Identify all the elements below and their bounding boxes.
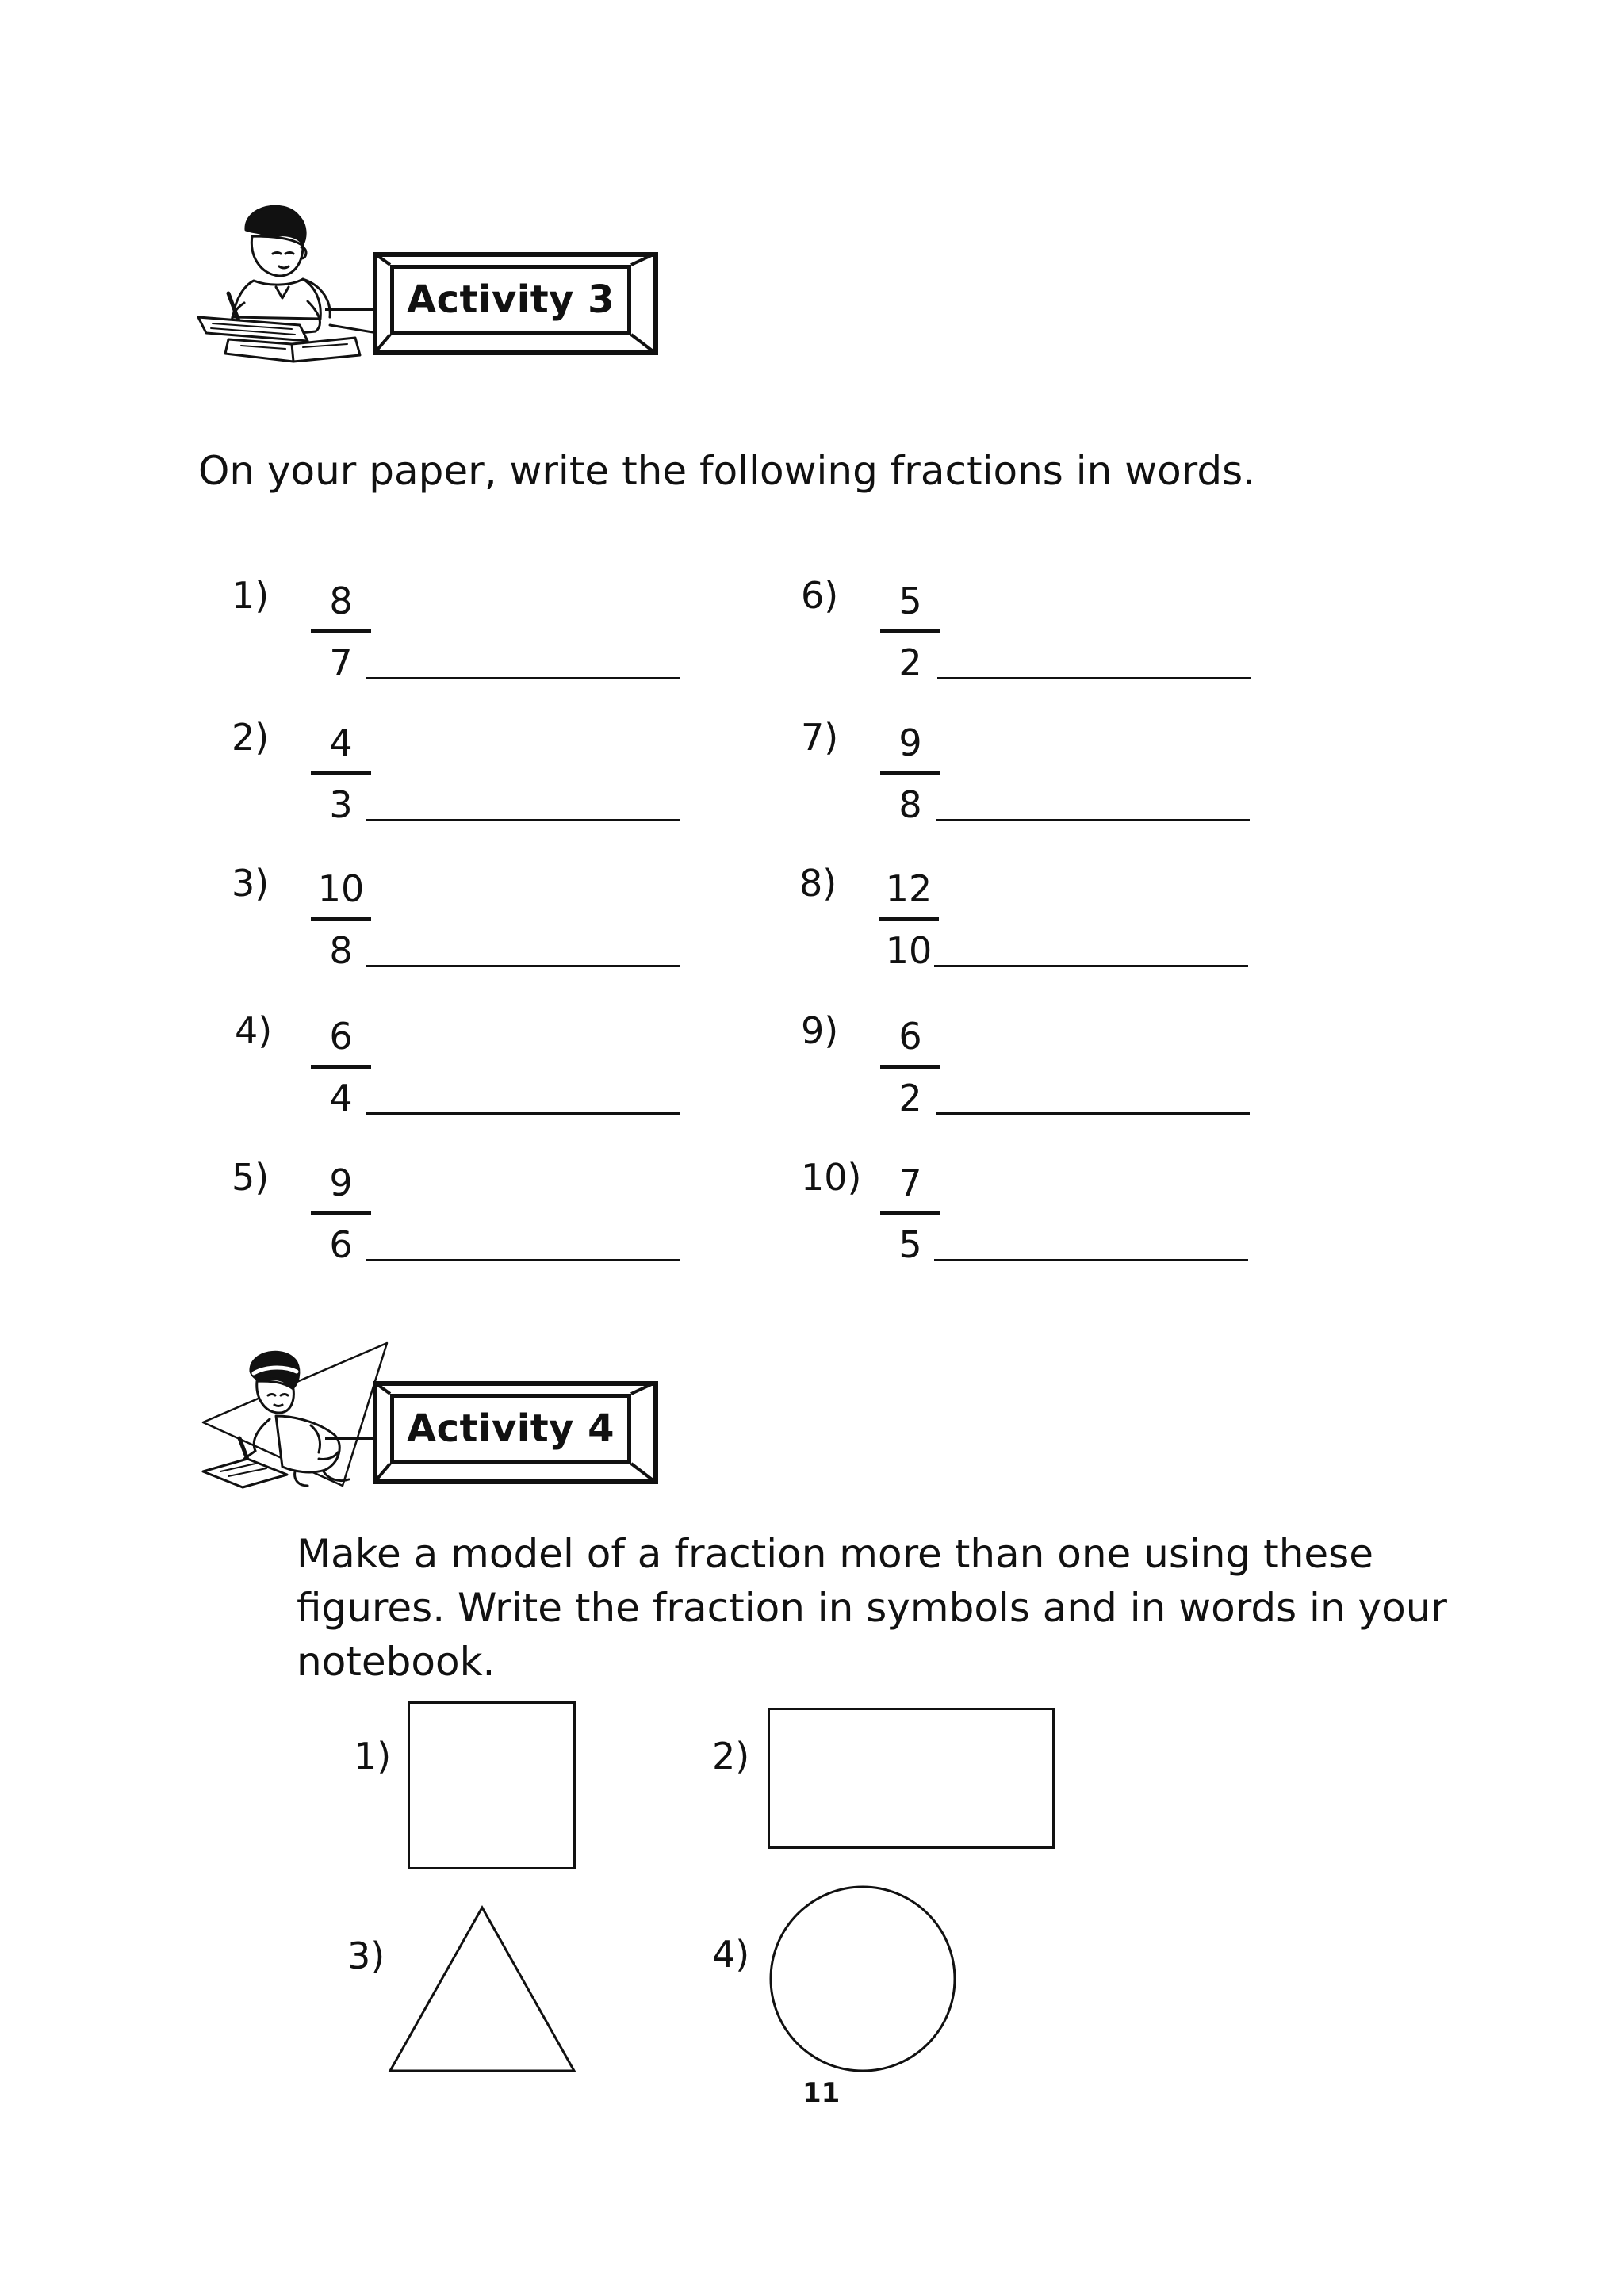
item-number: 2): [232, 716, 270, 759]
denominator: 6: [329, 1223, 353, 1266]
fraction-item-10: [801, 1156, 1277, 1275]
denominator: 4: [329, 1077, 353, 1119]
numerator: 6: [898, 1015, 922, 1058]
answer-blank-line: [366, 677, 680, 679]
fraction-bar: [311, 771, 371, 775]
square-figure: [408, 1701, 576, 1869]
denominator: 7: [329, 641, 353, 684]
activity-4-badge: [373, 1381, 666, 1490]
answer-blank-line: [937, 677, 1251, 679]
shape-label-4: 4): [712, 1933, 750, 1976]
item-number: 6): [801, 574, 839, 617]
fraction-item-3: [232, 862, 707, 981]
item-number: 9): [801, 1009, 839, 1052]
page-number: 11: [802, 2077, 841, 2109]
denominator: 2: [898, 641, 922, 684]
answer-blank-line: [366, 1259, 680, 1261]
activity-4-instruction: [297, 1527, 1447, 1689]
numerator: 4: [329, 721, 353, 764]
fraction: [879, 865, 939, 974]
fraction-bar: [311, 1065, 371, 1069]
badge-leader-line: [325, 308, 374, 311]
boy-writing-illustration: [197, 198, 387, 365]
fraction: [880, 1159, 940, 1268]
badge-inner-frame: [390, 1394, 631, 1464]
answer-blank-line: [934, 965, 1248, 967]
fraction-bar: [880, 629, 940, 633]
fraction: [311, 577, 371, 686]
fraction-item-6: [801, 574, 1277, 693]
fraction-bar: [311, 1211, 371, 1215]
instruction-line-2: figures. Write the fraction in symbols and in words in your: [297, 1585, 1447, 1631]
fraction-item-7: [801, 716, 1277, 835]
shape-label-1: 1): [354, 1735, 392, 1777]
item-number: 10): [801, 1156, 862, 1199]
fraction: [311, 1012, 371, 1121]
numerator: 9: [329, 1161, 353, 1204]
denominator: 10: [885, 929, 933, 972]
shape-label-2: 2): [712, 1735, 750, 1777]
fraction-bar: [880, 771, 940, 775]
fraction: [880, 1012, 940, 1121]
fraction: [311, 1159, 371, 1268]
instruction-line-3: notebook.: [297, 1639, 496, 1685]
fraction: [880, 577, 940, 686]
answer-blank-line: [366, 819, 680, 821]
answer-blank-line: [936, 1112, 1250, 1115]
fraction-bar: [880, 1211, 940, 1215]
activity-3-badge: [373, 252, 666, 362]
fraction-bar: [879, 917, 939, 921]
answer-blank-line: [366, 1112, 680, 1115]
denominator: 5: [898, 1223, 922, 1266]
answer-blank-line: [934, 1259, 1248, 1261]
answer-blank-line: [366, 965, 680, 967]
activity-3-instruction: On your paper, write the following fractions in words.: [198, 448, 1256, 494]
fraction-item-5: [232, 1156, 707, 1275]
answer-blank-line: [936, 819, 1250, 821]
numerator: 8: [329, 580, 353, 622]
activity-4-title: Activity 4: [406, 1406, 615, 1451]
numerator: 12: [885, 867, 933, 910]
denominator: 3: [329, 783, 353, 826]
item-number: 3): [232, 862, 270, 905]
fraction: [880, 719, 940, 828]
numerator: 5: [898, 580, 922, 622]
denominator: 8: [898, 783, 922, 826]
fraction: [311, 865, 371, 974]
fraction-item-4: [235, 1009, 710, 1128]
item-number: 1): [232, 574, 270, 617]
item-number: 4): [235, 1009, 273, 1052]
activity-3-title: Activity 3: [406, 277, 615, 322]
fraction-item-8: [799, 862, 1275, 981]
denominator: 2: [898, 1077, 922, 1119]
fraction-bar: [311, 917, 371, 921]
numerator: 9: [898, 721, 922, 764]
circle-figure: [768, 1884, 958, 2074]
numerator: 10: [317, 867, 365, 910]
girl-drawing-illustration: [200, 1340, 390, 1490]
numerator: 7: [898, 1161, 922, 1204]
item-number: 7): [801, 716, 839, 759]
shape-label-3: 3): [347, 1934, 385, 1977]
fraction-bar: [880, 1065, 940, 1069]
fraction-item-9: [801, 1009, 1277, 1128]
badge-inner-frame: [390, 265, 631, 335]
fraction-bar: [311, 629, 371, 633]
fraction-item-1: [232, 574, 707, 693]
rectangle-figure: [768, 1708, 1055, 1849]
triangle-figure: [387, 1904, 577, 2074]
instruction-line-1: Make a model of a fraction more than one using these: [297, 1531, 1373, 1577]
item-number: 5): [232, 1156, 270, 1199]
fraction: [311, 719, 371, 828]
denominator: 8: [329, 929, 353, 972]
numerator: 6: [329, 1015, 353, 1058]
fraction-item-2: [232, 716, 707, 835]
badge-leader-line: [325, 1437, 374, 1440]
item-number: 8): [799, 862, 837, 905]
